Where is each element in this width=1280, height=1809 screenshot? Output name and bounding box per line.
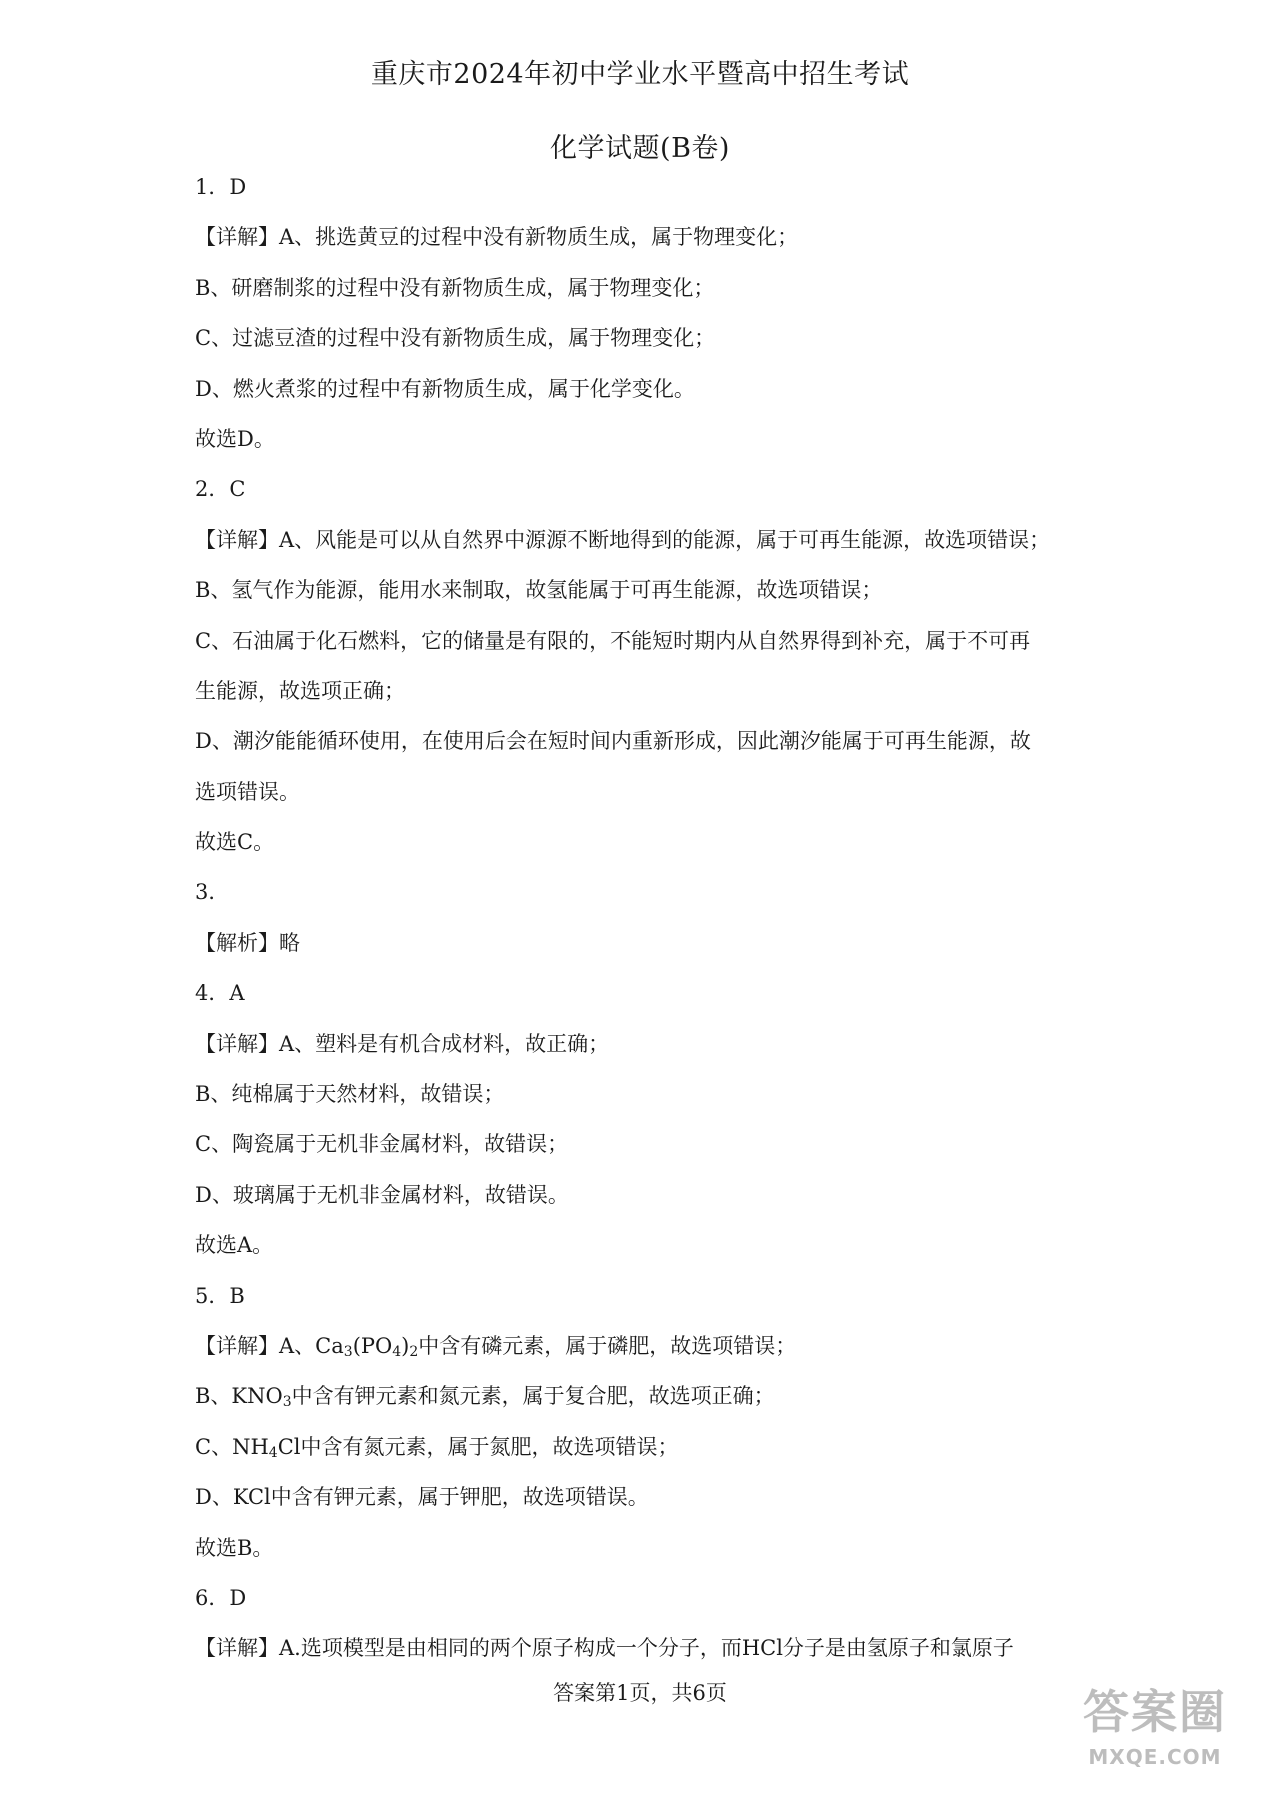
- q4-explain-b: B、纯棉属于天然材料，故错误；: [195, 1082, 505, 1107]
- q2-explain-b: B、氢气作为能源，能用水来制取，故氢能属于可再生能源，故选项错误；: [195, 578, 883, 603]
- q2-number: 2．C: [195, 477, 246, 502]
- q5-explain-d: D、KCl中含有钾元素，属于钾肥，故选项错误。: [195, 1485, 649, 1510]
- page-footer: 答案第1页，共6页: [553, 1681, 727, 1705]
- q5-a-subscript: 2: [409, 1343, 419, 1360]
- q6-explain-a: 【详解】A.选项模型是由相同的两个原子构成一个分子，而HCl分子是由氢原子和氯原子: [195, 1636, 1014, 1661]
- q1-explain-c: C、过滤豆渣的过程中没有新物质生成，属于物理变化；: [195, 326, 716, 351]
- q5-c-text: Cl中含有氮元素，属于氮肥，故选项错误；: [277, 1434, 679, 1459]
- q1-number: 1．D: [195, 175, 247, 199]
- q5-a-subscript: 3: [343, 1343, 353, 1360]
- q4-conclusion: 故选A。: [195, 1233, 274, 1258]
- q4-explain-c: C、陶瓷属于无机非金属材料，故错误；: [195, 1132, 569, 1157]
- q2-explain-d-line1: D、潮汐能能循环使用，在使用后会在短时间内重新形成，因此潮汐能属于可再生能源，故: [195, 729, 1031, 754]
- q5-c-subscript: 4: [268, 1444, 278, 1461]
- q4-number: 4．A: [195, 981, 245, 1006]
- watermark-logo: 答案圈: [1083, 1685, 1227, 1739]
- q5-b-subscript: 3: [282, 1394, 292, 1411]
- page-subtitle: 化学试题(B卷): [550, 133, 730, 164]
- q1-explain-a: 【详解】A、挑选黄豆的过程中没有新物质生成，属于物理变化；: [195, 225, 799, 250]
- q3-number: 3．: [195, 880, 230, 905]
- q2-conclusion: 故选C。: [195, 830, 275, 855]
- q4-explain-d: D、玻璃属于无机非金属材料，故错误。: [195, 1182, 569, 1207]
- q5-c-text: C、NH: [195, 1434, 269, 1459]
- page-title: 重庆市2024年初中学业水平暨高中招生考试: [370, 59, 910, 90]
- watermark-url: MXQE.COM: [1088, 1745, 1222, 1769]
- q1-explain-b: B、研磨制浆的过程中没有新物质生成，属于物理变化；: [195, 275, 715, 300]
- answer-list: [195, 162, 1095, 1674]
- q5-a-text: 【详解】A、Ca: [195, 1333, 344, 1358]
- q1-explain-d: D、燃火煮浆的过程中有新物质生成，属于化学变化。: [195, 376, 695, 401]
- q3-analysis: 【解析】略: [195, 930, 300, 955]
- q5-a-text: ): [401, 1333, 410, 1358]
- q5-a-subscript: 4: [392, 1343, 402, 1360]
- q5-b-text: 中含有钾元素和氮元素，属于复合肥，故选项正确；: [291, 1384, 775, 1409]
- watermark: [1060, 1681, 1250, 1791]
- q5-number: 5．B: [195, 1283, 245, 1308]
- q5-explain-a: [195, 1321, 1095, 1371]
- q5-conclusion: 故选B。: [195, 1535, 274, 1560]
- q2-explain-a: 【详解】A、风能是可以从自然界中源源不断地得到的能源，属于可再生能源，故选项错误；: [195, 527, 1051, 552]
- q2-explain-c-line1: C、石油属于化石燃料，它的储量是有限的，不能短时期内从自然界得到补充，属于不可再: [195, 628, 1031, 653]
- q5-a-text: 中含有磷元素，属于磷肥，故选项错误；: [418, 1333, 797, 1358]
- q5-explain-c: [195, 1422, 1095, 1472]
- q1-conclusion: 故选D。: [195, 426, 275, 451]
- q2-explain-d-line2: 选项错误。: [195, 779, 300, 804]
- q6-number: 6．D: [195, 1585, 247, 1610]
- q2-explain-c-line2: 生能源，故选项正确；: [195, 678, 405, 703]
- q4-explain-a: 【详解】A、塑料是有机合成材料，故正确；: [195, 1031, 610, 1056]
- q5-a-text: (PO: [352, 1333, 393, 1358]
- q5-b-text: B、KNO: [195, 1384, 283, 1409]
- q5-explain-b: [195, 1371, 1095, 1421]
